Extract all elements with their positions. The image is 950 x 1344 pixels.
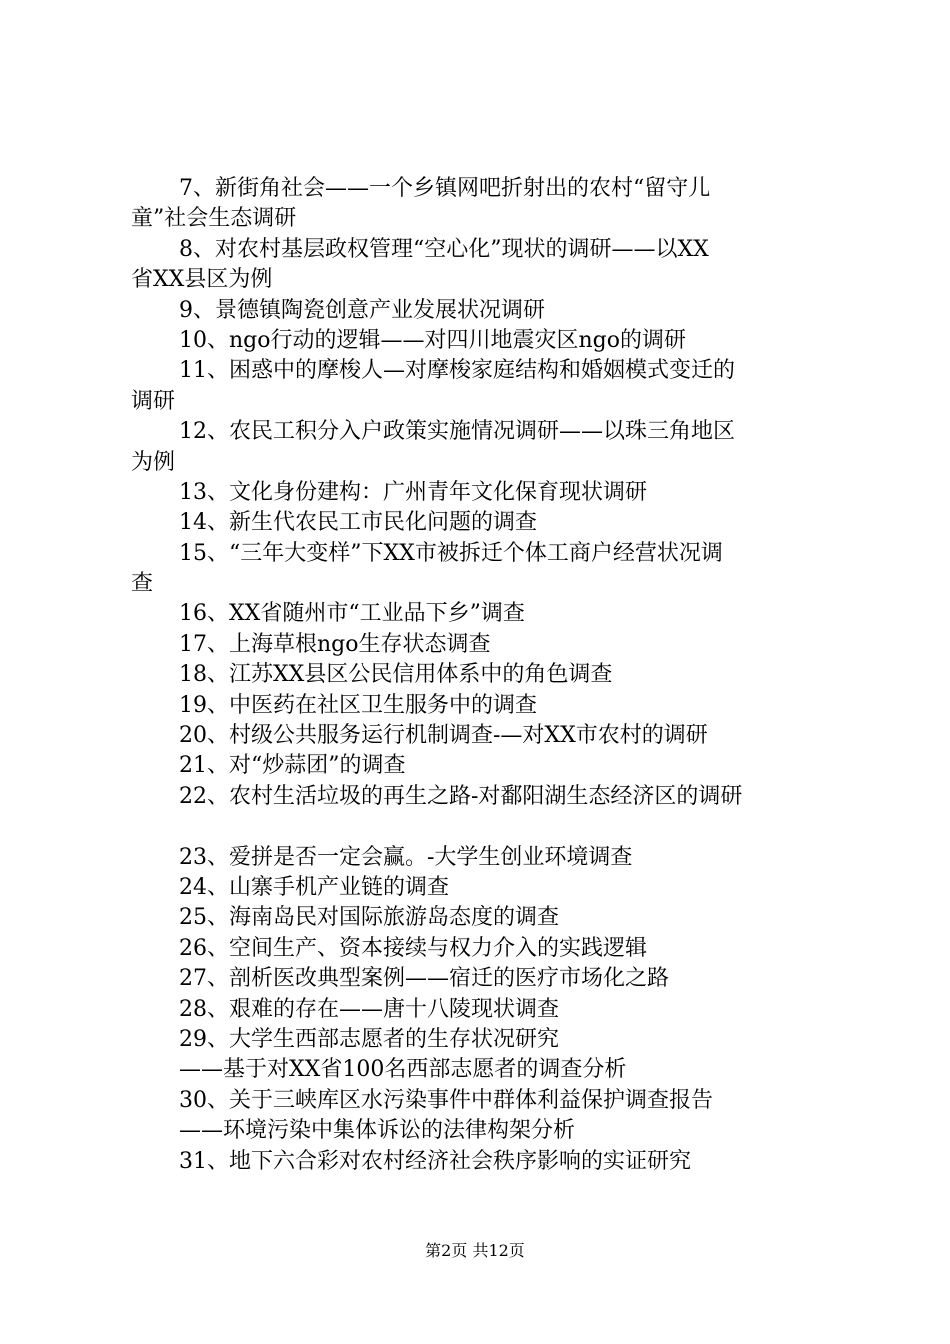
blank-line bbox=[131, 812, 831, 842]
list-item-8: 8、对农村基层政权管理“空心化”现状的调研——以XX bbox=[179, 236, 709, 262]
list-item-27: 27、剖析医改典型案例——宿迁的医疗市场化之路 bbox=[179, 966, 669, 992]
list-item-16: 16、XX省随州市“工业品下乡”调查 bbox=[179, 601, 525, 627]
list-item-10: 10、ngo行动的逻辑——对四川地震灾区ngo的调研 bbox=[179, 327, 686, 353]
list-item-7-continued: 童”社会生态调研 bbox=[131, 206, 297, 232]
list-item-17: 17、上海草根ngo生存状态调查 bbox=[179, 631, 491, 657]
list-item-9: 9、景德镇陶瓷创意产业发展状况调研 bbox=[179, 297, 545, 323]
list-item-23: 23、爱拼是否一定会赢。-大学生创业环境调查 bbox=[179, 844, 633, 870]
list-item-29-subtitle: ——基于对XX省100名西部志愿者的调查分析 bbox=[179, 1057, 627, 1083]
list-item-20: 20、村级公共服务运行机制调查-—对XX市农村的调研 bbox=[179, 723, 708, 749]
page-footer: 第2页 共12页 bbox=[425, 1241, 525, 1260]
list-item-7: 7、新街角社会——一个乡镇网吧折射出的农村“留守儿 bbox=[179, 176, 711, 201]
list-item-18: 18、江苏XX县区公民信用体系中的角色调查 bbox=[179, 662, 613, 688]
list-item-11: 11、困惑中的摩梭人—对摩梭家庭结构和婚姻模式变迁的 bbox=[179, 358, 735, 384]
list-item-24: 24、山寨手机产业链的调查 bbox=[179, 874, 449, 900]
list-item-31: 31、地下六合彩对农村经济社会秩序影响的实证研究 bbox=[179, 1148, 691, 1174]
list-item-13: 13、文化身份建构：广州青年文化保育现状调研 bbox=[179, 479, 647, 505]
list-item-28: 28、艰难的存在——唐十八陵现状调查 bbox=[179, 996, 559, 1022]
list-item-22: 22、农村生活垃圾的再生之路-对鄱阳湖生态经济区的调研 bbox=[179, 783, 743, 809]
list-item-25: 25、海南岛民对国际旅游岛态度的调查 bbox=[179, 905, 559, 931]
list-item-30: 30、关于三峡库区水污染事件中群体利益保护调查报告 bbox=[179, 1087, 713, 1113]
list-item-26: 26、空间生产、资本接续与权力介入的实践逻辑 bbox=[179, 935, 647, 961]
list-item-29: 29、大学生西部志愿者的生存状况研究 bbox=[179, 1026, 559, 1052]
list-item-19: 19、中医药在社区卫生服务中的调查 bbox=[179, 692, 537, 718]
list-item-12: 12、农民工积分入户政策实施情况调研——以珠三角地区 bbox=[179, 419, 735, 445]
list-item-14: 14、新生代农民工市民化问题的调查 bbox=[179, 510, 537, 536]
list-item-11-continued: 调研 bbox=[131, 388, 176, 414]
document-body bbox=[131, 174, 831, 1177]
list-item-15-continued: 查 bbox=[131, 571, 154, 597]
list-item-21: 21、对“炒蒜团”的调查 bbox=[179, 753, 406, 779]
list-item-15: 15、“三年大变样”下XX市被拆迁个体工商户经营状况调 bbox=[179, 540, 723, 566]
list-item-12-continued: 为例 bbox=[131, 449, 176, 475]
list-item-30-subtitle: ——环境污染中集体诉讼的法律构架分析 bbox=[179, 1118, 576, 1144]
list-item-8-continued: 省XX县区为例 bbox=[131, 267, 273, 293]
